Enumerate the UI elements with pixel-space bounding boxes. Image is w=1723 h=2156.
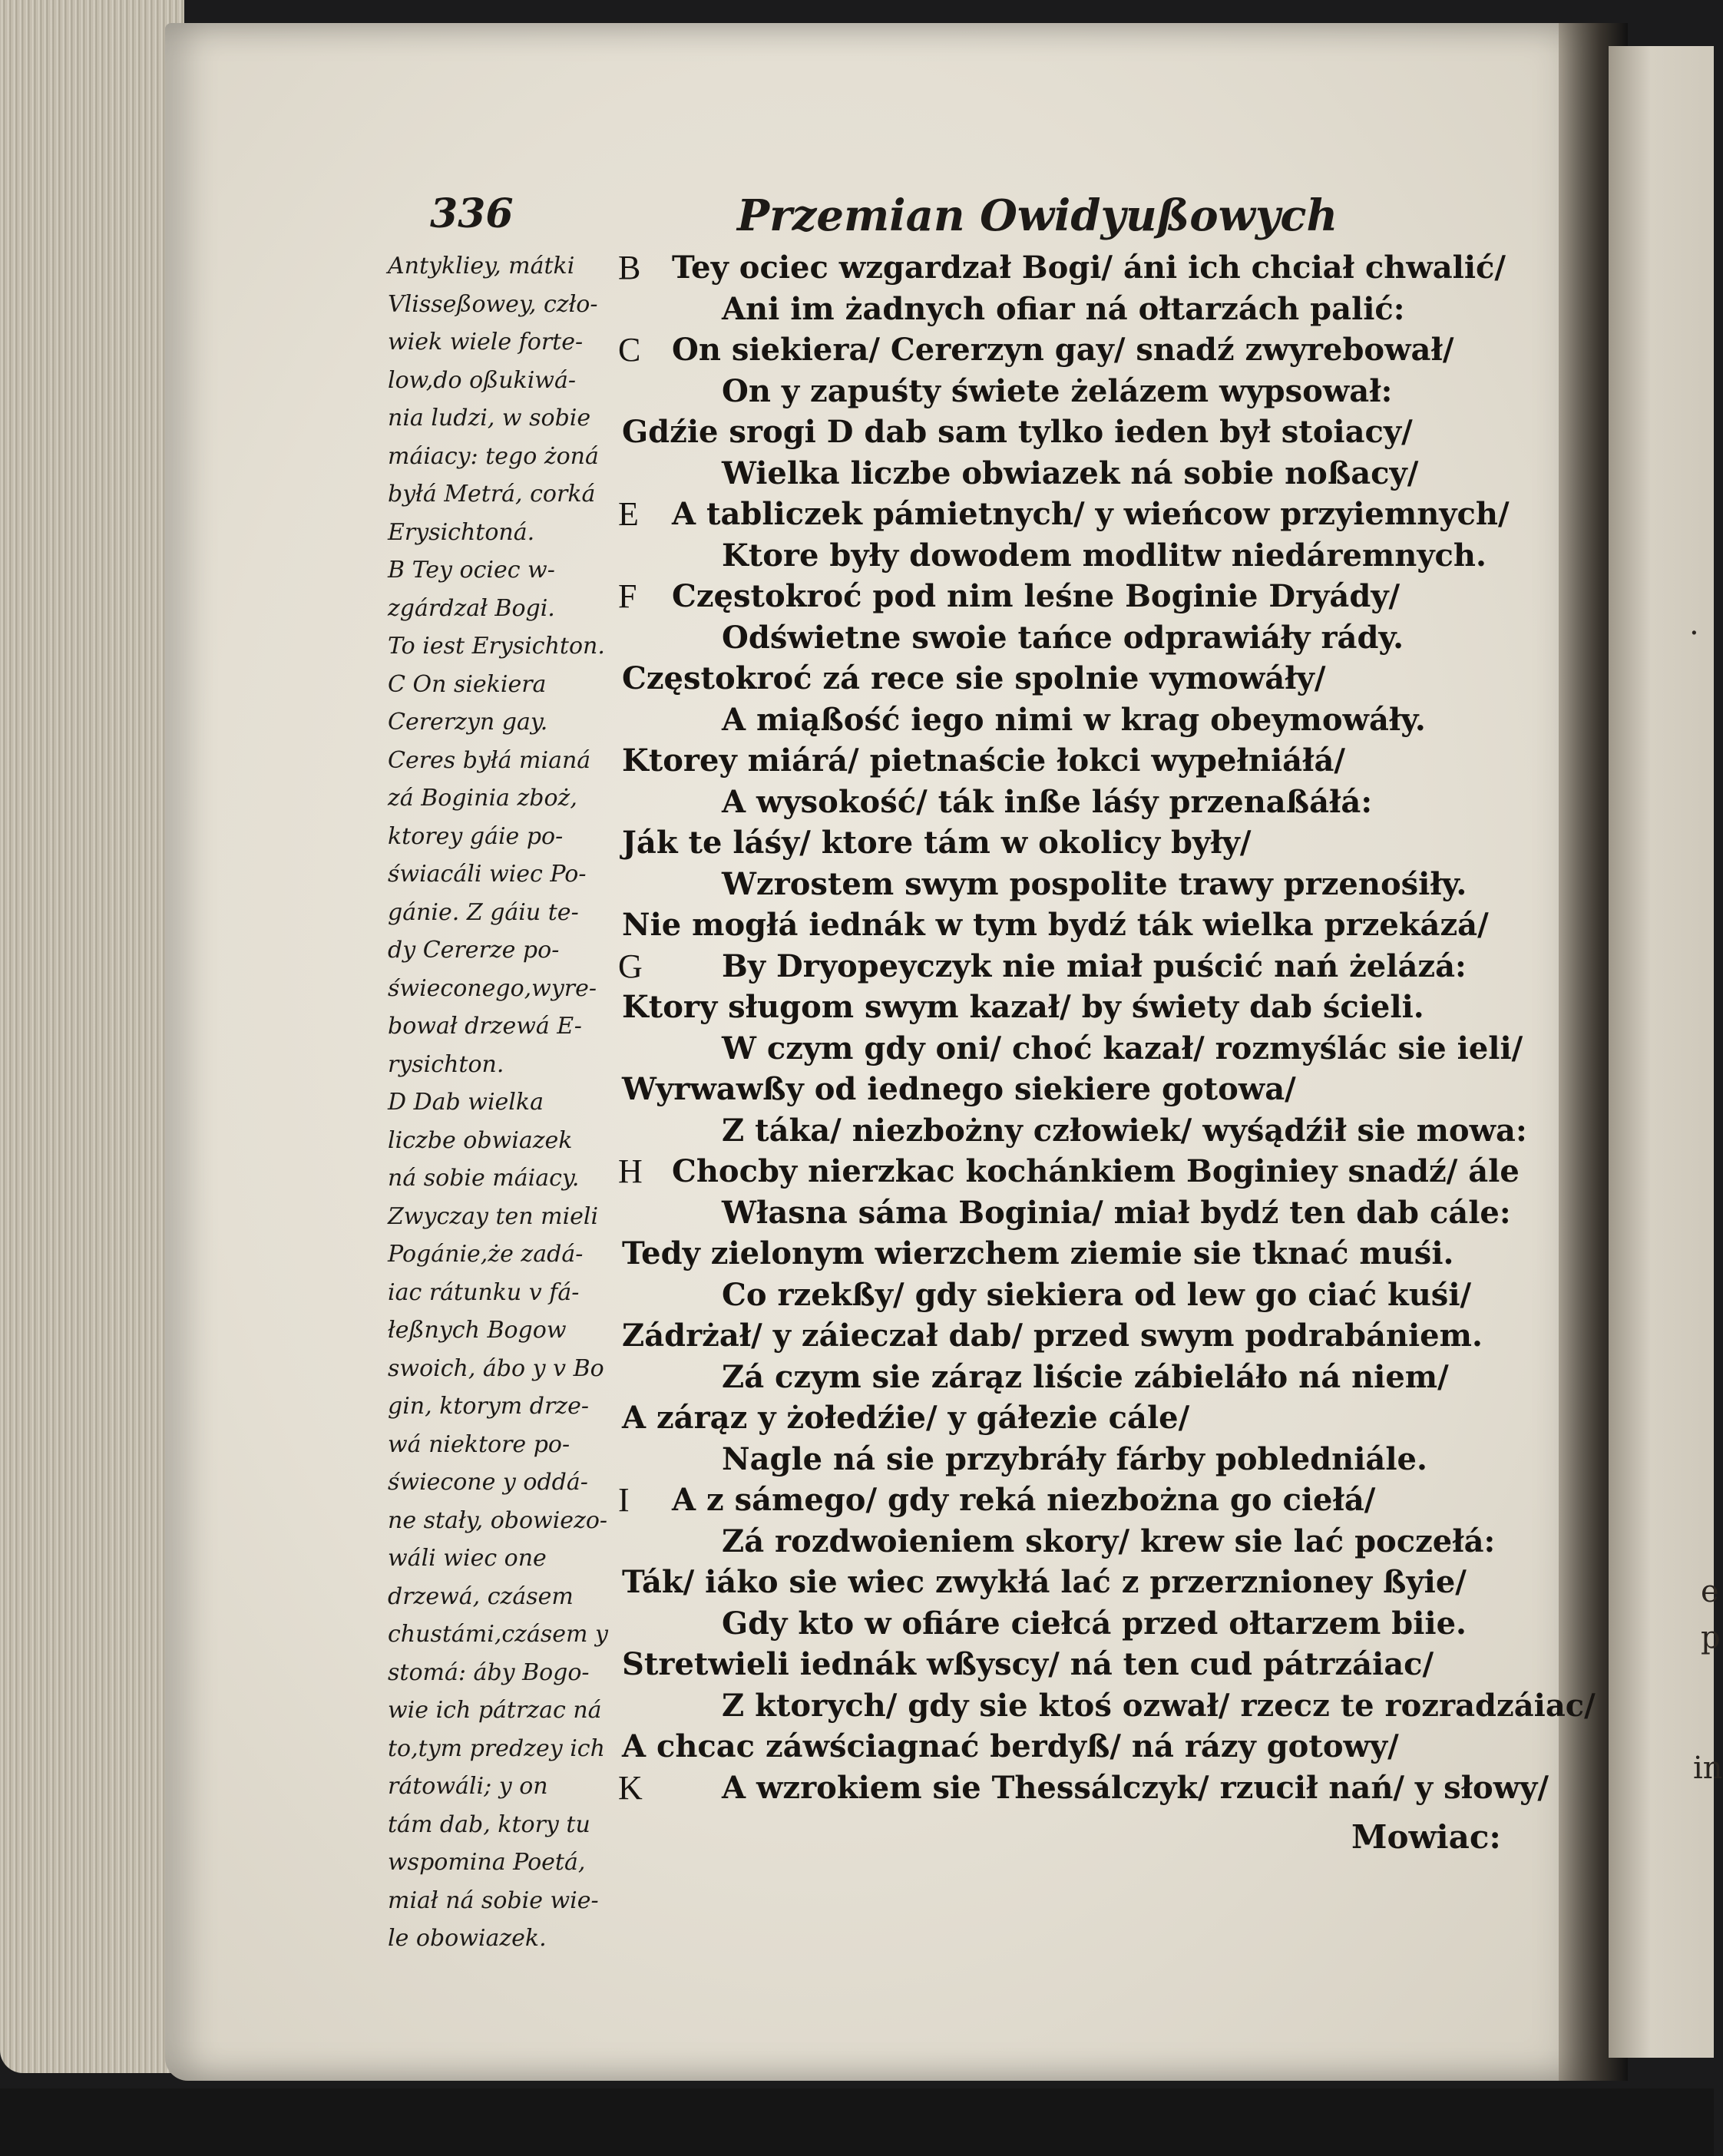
verse-line-text: By Dryopeyczyk nie miał puścić nań żelázá: — [722, 947, 1467, 984]
margin-note-line: miał ná sobie wie- — [388, 1886, 599, 1914]
margin-note-line: wiek wiele forte- — [388, 329, 584, 355]
facing-page-mark: e — [1701, 1574, 1719, 1609]
margin-note-line: to,tym predzey ich — [388, 1734, 605, 1762]
margin-note-line: low,do oßukiwá- — [388, 366, 577, 394]
verse-line-text: Wzrostem swym pospolite trawy przenośiły. — [722, 865, 1467, 902]
verse-line-text: Nie mogłá iednák w tym bydź ták wielka przekázá/ — [622, 907, 1489, 943]
verse-note-marker: H — [618, 1152, 643, 1190]
verse-line — [618, 658, 1524, 699]
verse-line-text: Gdźie srogi D dab sam tylko ieden był stoiacy/ — [622, 414, 1413, 450]
verse-line — [618, 1357, 1524, 1398]
margin-note-line: ná sobie máiacy. — [388, 1165, 580, 1192]
margin-note-line: swoich, ábo y v Bo — [388, 1354, 604, 1382]
margin-notes — [388, 247, 610, 1958]
margin-note-line: Antykliey, mátki — [388, 253, 575, 279]
verse-line — [618, 1275, 1524, 1316]
verse-line-text: Odświetne swoie tańce odprawiáły rády. — [722, 619, 1404, 656]
verse-line-text: Ják te láśy/ ktore tám w okolicy były/ — [622, 825, 1252, 861]
verse-line-text: Wyrwawßy od iednego siekiere gotowa/ — [622, 1071, 1296, 1107]
verse-line-text: On y zapuśty świete żelázem wypsował: — [722, 372, 1393, 409]
verse-line — [618, 1151, 1524, 1192]
verse-line-text: A miąßość iego nimi w krag obeymowáły. — [722, 701, 1426, 738]
verse-line — [618, 1315, 1524, 1357]
margin-note-line: C On siekiera — [388, 670, 547, 698]
margin-note-line: le obowiazek. — [388, 1925, 547, 1952]
verse-line-text: Tedy zielonym wierzchem ziemie sie tknać muśi. — [622, 1235, 1454, 1271]
margin-note-line: Pogánie,że zadá- — [388, 1241, 584, 1268]
margin-note-line: łeßnych Bogow — [388, 1317, 567, 1344]
margin-note-line: wá niektore po- — [388, 1430, 570, 1458]
verse-line — [618, 289, 1524, 330]
verse-line — [618, 1767, 1549, 1809]
verse-line-text: W czym gdy oni/ choć kazał/ rozmyślác sie ieli/ — [722, 1030, 1523, 1066]
verse-line — [618, 864, 1524, 905]
verse-line — [618, 1439, 1524, 1480]
verse-line-text: A wysokość/ ták inße láśy przenaßáłá: — [722, 783, 1373, 820]
margin-note — [388, 551, 610, 666]
margin-note-line: świeconego,wyre- — [388, 974, 597, 1002]
verse-line — [618, 946, 1524, 987]
page-number: 336 — [430, 190, 514, 237]
verse-line — [618, 1644, 1524, 1685]
verse-line-text: Zá rozdwoieniem skory/ krew sie lać poczełá: — [722, 1523, 1496, 1559]
verse-note-marker: G — [618, 947, 643, 985]
margin-note-line: rátowáli; y on — [388, 1773, 548, 1800]
margin-note-line: ne stały, obowiezo- — [388, 1506, 608, 1534]
margin-note-line: rysichton. — [388, 1050, 504, 1078]
verse-line-text: Chocby nierzkac kochánkiem Boginiey snadź/ ále — [672, 1153, 1520, 1189]
verse-line-text: Stretwieli iednák wßyscy/ ná ten cud pátrzáiac/ — [622, 1646, 1434, 1682]
margin-note-line: To iest Erysichton. — [388, 633, 605, 660]
verse-line — [618, 987, 1524, 1028]
background-strip — [0, 2088, 1714, 2156]
margin-note-line: gin, ktorym drze- — [388, 1393, 590, 1420]
margin-note-line: stomá: áby Bogo- — [388, 1658, 590, 1686]
verse-line — [618, 535, 1524, 577]
verse-line-text: A chcac záwściagnać berdyß/ ná rázy gotowy/ — [622, 1728, 1399, 1764]
verse-line — [618, 1028, 1524, 1070]
verse-line-text: Gdy kto w ofiáre ciełcá przed ołtarzem biie. — [722, 1605, 1467, 1642]
verse-line-text: Zádrżał/ y záieczał dab/ przed swym podrabániem. — [622, 1318, 1483, 1354]
margin-note-line: dy Cererze po- — [388, 937, 560, 964]
verse-line — [618, 576, 1524, 617]
margin-note-line: Vlisseßowey, czło- — [388, 290, 598, 318]
verse-line-text: A wzrokiem sie Thessálczyk/ rzucił nań/ y słowy/ — [722, 1769, 1549, 1806]
verse-line — [618, 412, 1524, 453]
verse-line-text: Ktorey miárá/ pietnaście łokci wypełniáłá/ — [622, 742, 1345, 779]
verse-line-text: A zárąz y żołedźie/ y gáłezie cále/ — [622, 1400, 1190, 1436]
verse-text — [618, 247, 1596, 1808]
margin-note — [388, 1083, 610, 1958]
margin-note — [388, 666, 610, 1084]
verse-line-text: A tabliczek pámietnych/ y wieńcow przyiemnych/ — [672, 496, 1510, 532]
verse-line — [618, 1603, 1524, 1645]
verse-line — [618, 617, 1524, 659]
verse-line — [618, 1069, 1524, 1110]
verse-line-text: Ktore były dowodem modlitw niedáremnych. — [722, 537, 1487, 574]
facing-page-mark: in — [1693, 1751, 1723, 1786]
verse-line — [618, 1233, 1524, 1275]
margin-note-line: D Dab wielka — [388, 1089, 544, 1116]
page-edges — [0, 0, 184, 2073]
margin-note-line: Erysichtoná. — [388, 518, 535, 546]
verse-line — [618, 822, 1524, 864]
verse-line-text: Częstokroć pod nim leśne Boginie Dryády/ — [672, 578, 1401, 614]
verse-line — [618, 904, 1524, 946]
margin-note-line: byłá Metrá, corká — [388, 481, 596, 508]
verse-line-text: Ani im żadnych ofiar ná ołtarzách palić: — [722, 290, 1405, 327]
verse-line — [618, 1685, 1596, 1727]
margin-note-line: zá Boginia zboż, — [388, 785, 577, 812]
verse-line-text: On siekiera/ Cererzyn gay/ snadź zwyrebował/ — [672, 332, 1454, 368]
margin-note-line: tám dab, ktory tu — [388, 1810, 590, 1838]
margin-note-line: wie ich pátrzac ná — [388, 1697, 602, 1724]
verse-line-text: Nagle ná sie przybráły fárby pobledniále. — [722, 1440, 1427, 1477]
verse-line — [618, 782, 1524, 823]
verse-line — [618, 1110, 1527, 1152]
margin-note-line: chustámi,czásem y — [388, 1621, 608, 1648]
verse-line-text: Co rzekßy/ gdy siekiera od lew go ciać kuśi/ — [722, 1276, 1472, 1313]
verse-line-text: Częstokroć zá rece sie spolnie vymowáły/ — [622, 660, 1326, 696]
margin-note-line: bował drzewá E- — [388, 1013, 582, 1040]
verse-line — [618, 1397, 1524, 1439]
verse-line-text: Tey ociec wzgardzał Bogi/ áni ich chciał chwalić/ — [672, 250, 1506, 286]
verse-note-marker: F — [618, 577, 637, 615]
verse-line — [618, 1521, 1524, 1562]
margin-note-line: drzewá, czásem — [388, 1582, 574, 1610]
verse-line-text: Z ktorych/ gdy sie ktoś ozwał/ rzecz te rozradzáiac/ — [722, 1687, 1596, 1724]
facing-page-mark: . — [1689, 607, 1699, 642]
verse-line-text: Ktory sługom swym kazał/ by świety dab ścieli. — [622, 989, 1424, 1025]
margin-note-line: wáli wiec one — [388, 1545, 547, 1572]
verse-line — [618, 494, 1524, 535]
verse-line — [618, 371, 1524, 412]
margin-note-line: liczbe obwiazek — [388, 1126, 573, 1154]
verse-line — [618, 699, 1524, 741]
page-header — [430, 190, 1351, 244]
verse-line-text: Własna sáma Boginia/ miał bydź ten dab cále: — [722, 1194, 1511, 1231]
margin-note-line: máiacy: tego żoná — [388, 442, 599, 470]
margin-note-line: świacáli wiec Po- — [388, 861, 587, 888]
verse-note-marker: C — [618, 331, 641, 369]
catchword: Mowiac: — [1351, 1818, 1501, 1856]
verse-line-text: Zá czym sie zárąz liście zábieláło ná niem/ — [722, 1358, 1449, 1395]
margin-note-line: B Tey ociec w- — [388, 557, 555, 584]
verse-line — [618, 1726, 1524, 1767]
verse-line — [618, 453, 1524, 494]
verse-line — [618, 740, 1524, 782]
verse-line-text: Z táka/ niezbożny człowiek/ wyśądźił sie mowa: — [722, 1112, 1527, 1149]
verse-note-marker: E — [618, 495, 639, 533]
margin-note-line: nia ludzi, w sobie — [388, 405, 591, 432]
margin-note-line: ktorey gáie po- — [388, 822, 564, 850]
margin-note-line: Cererzyn gay. — [388, 709, 548, 736]
verse-note-marker: B — [618, 249, 641, 286]
verse-line — [618, 1192, 1524, 1234]
verse-line-text: A z sámego/ gdy reká niezbożna go ciełá/ — [672, 1482, 1376, 1518]
margin-note-line: Ceres byłá mianá — [388, 746, 591, 774]
facing-page-mark: p — [1701, 1620, 1721, 1655]
margin-note-line: zgárdzał Bogi. — [388, 594, 555, 622]
running-title: Przemian Owidyußowych — [737, 190, 1338, 241]
verse-line-text: Wielka liczbe obwiazek ná sobie noßacy/ — [722, 455, 1419, 491]
verse-line — [618, 329, 1524, 371]
verse-note-marker: K — [618, 1768, 643, 1807]
verse-note-marker: I — [618, 1481, 630, 1519]
verse-line — [618, 1480, 1524, 1521]
margin-note-line: Zwyczay ten mieli — [388, 1202, 599, 1230]
margin-note — [388, 247, 610, 551]
margin-note-line: wspomina Poetá, — [388, 1849, 586, 1876]
margin-note-line: świecone y oddá- — [388, 1469, 588, 1496]
margin-note-line: iac rátunku v fá- — [388, 1278, 580, 1306]
verse-line — [618, 1562, 1524, 1603]
verse-line-text: Ták/ iáko sie wiec zwykłá lać z przerznioney ßyie/ — [622, 1564, 1467, 1600]
verse-line — [618, 247, 1524, 289]
margin-note-line: gánie. Z gáiu te- — [388, 898, 579, 926]
